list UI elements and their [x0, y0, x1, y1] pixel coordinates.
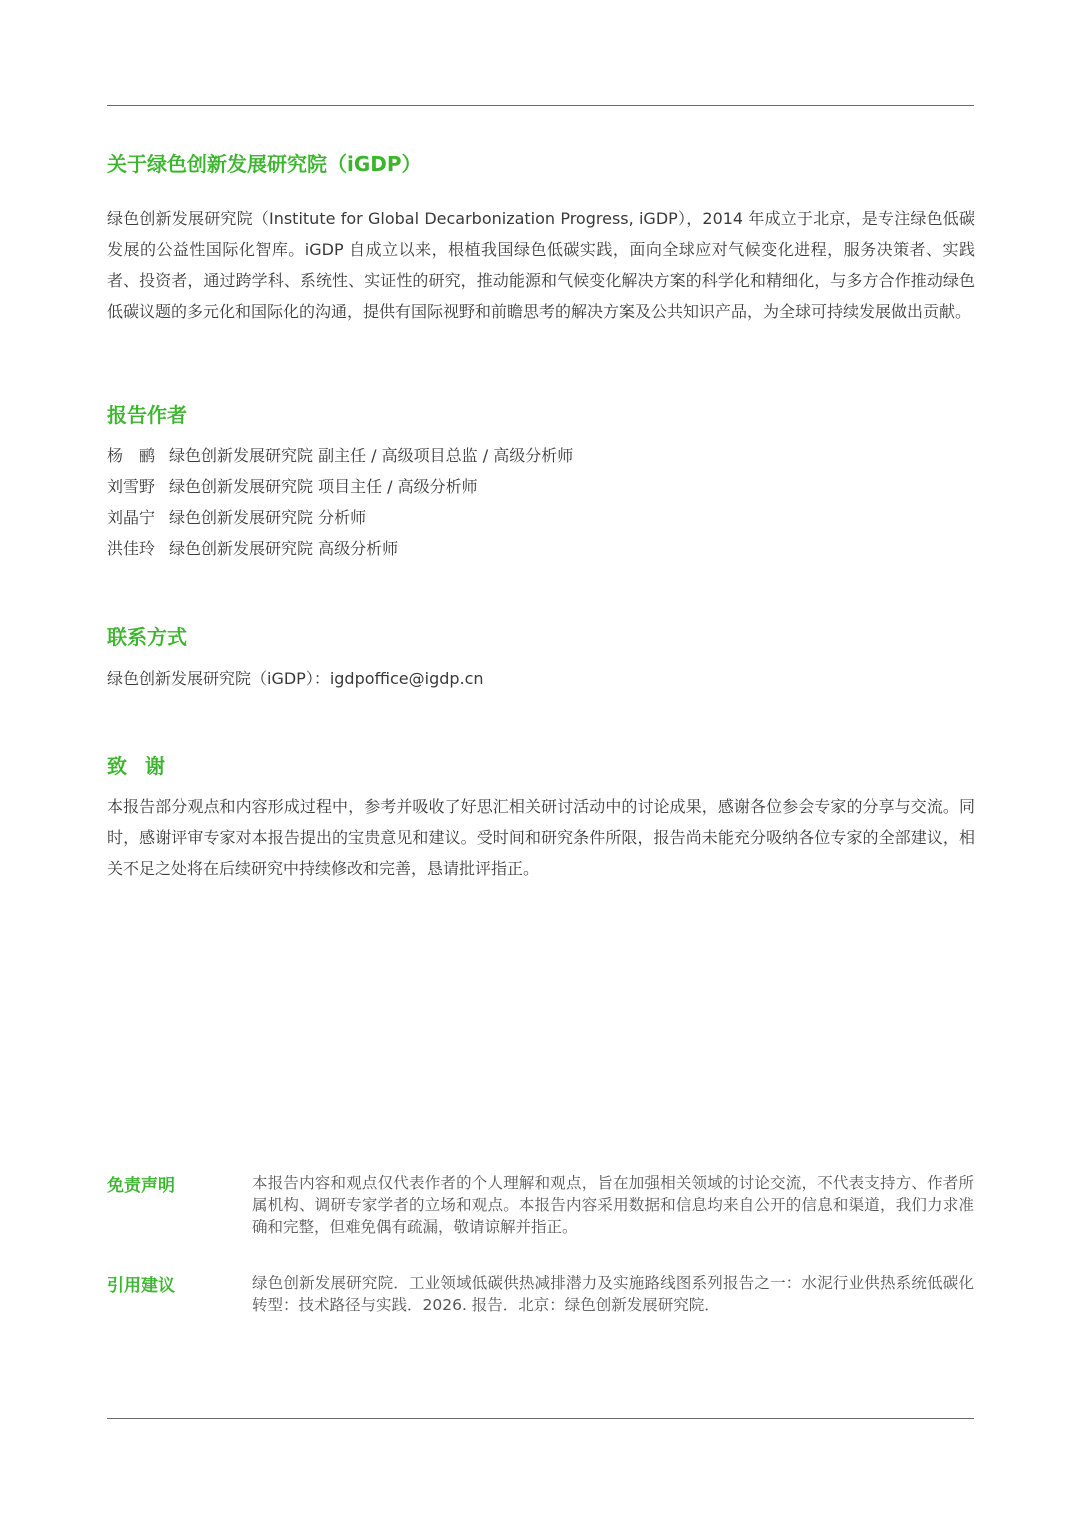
about-paragraph: 绿色创新发展研究院（Institute for Global Decarbonization Progress, iGDP），2014 年成立于北京，是专注绿色低碳发展的公益性国际化智库。iGDP 自成立以来，根植我国绿色低碳实践，面向全球应对气候变化进程，服务决策者、实践者、投资者，通过跨学科、系统性、实证性的研究，推动能源和气候变化解决方案的科学化和精细化，与多方合作推动绿色低碳议题的多元化和国际化的沟通，提供有国际视野和前瞻思考的解决方案及公共知识产品，为全球可持续发展做出贡献。	[107, 209, 975, 321]
author-role: 绿色创新发展研究院 副主任 / 高级项目总监 / 高级分析师	[169, 446, 574, 465]
disclaimer-label: 免责声明	[107, 1176, 175, 1196]
citation-label: 引用建议	[107, 1276, 175, 1296]
contact-heading: 联系方式	[107, 625, 187, 649]
author-row	[107, 533, 573, 564]
author-role: 绿色创新发展研究院 高级分析师	[169, 539, 399, 558]
bottom-divider	[107, 1418, 974, 1419]
citation-text: 绿色创新发展研究院．工业领域低碳供热减排潜力及实施路线图系列报告之一：水泥行业供热系统低碳化转型：技术路径与实践．2026. 报告．北京：绿色创新发展研究院．	[252, 1274, 974, 1314]
author-name: 刘晶宁	[107, 508, 156, 527]
author-row	[107, 502, 573, 533]
disclaimer-text: 本报告内容和观点仅代表作者的个人理解和观点，旨在加强相关领域的讨论交流，不代表支持方、作者所属机构、调研专家学者的立场和观点。本报告内容采用数据和信息均来自公开的信息和渠道，我们力求准确和完整，但难免偶有疏漏，敬请谅解并指正。	[252, 1174, 974, 1236]
acknowledgements-paragraph: 本报告部分观点和内容形成过程中，参考并吸收了好思汇相关研讨活动中的讨论成果，感谢各位参会专家的分享与交流。同时，感谢评审专家对本报告提出的宝贵意见和建议。受时间和研究条件所限，报告尚未能充分吸纳各位专家的全部建议，相关不足之处将在后续研究中持续修改和完善，恳请批评指正。	[107, 797, 975, 878]
authors-list	[107, 440, 573, 564]
top-divider	[107, 105, 974, 106]
contact-email-line: 绿色创新发展研究院（iGDP）：igdpoffice@igdp.cn	[107, 669, 484, 688]
acknowledgements-heading: 致谢	[107, 754, 183, 778]
author-name: 洪佳玲	[107, 539, 156, 558]
authors-heading: 报告作者	[107, 403, 187, 427]
author-role: 绿色创新发展研究院 分析师	[169, 508, 367, 527]
author-role: 绿色创新发展研究院 项目主任 / 高级分析师	[169, 477, 478, 496]
author-name: 杨 鹂	[107, 446, 156, 465]
author-row	[107, 471, 573, 502]
author-row	[107, 440, 573, 471]
about-heading: 关于绿色创新发展研究院（iGDP）	[107, 152, 422, 176]
author-name: 刘雪野	[107, 477, 156, 496]
